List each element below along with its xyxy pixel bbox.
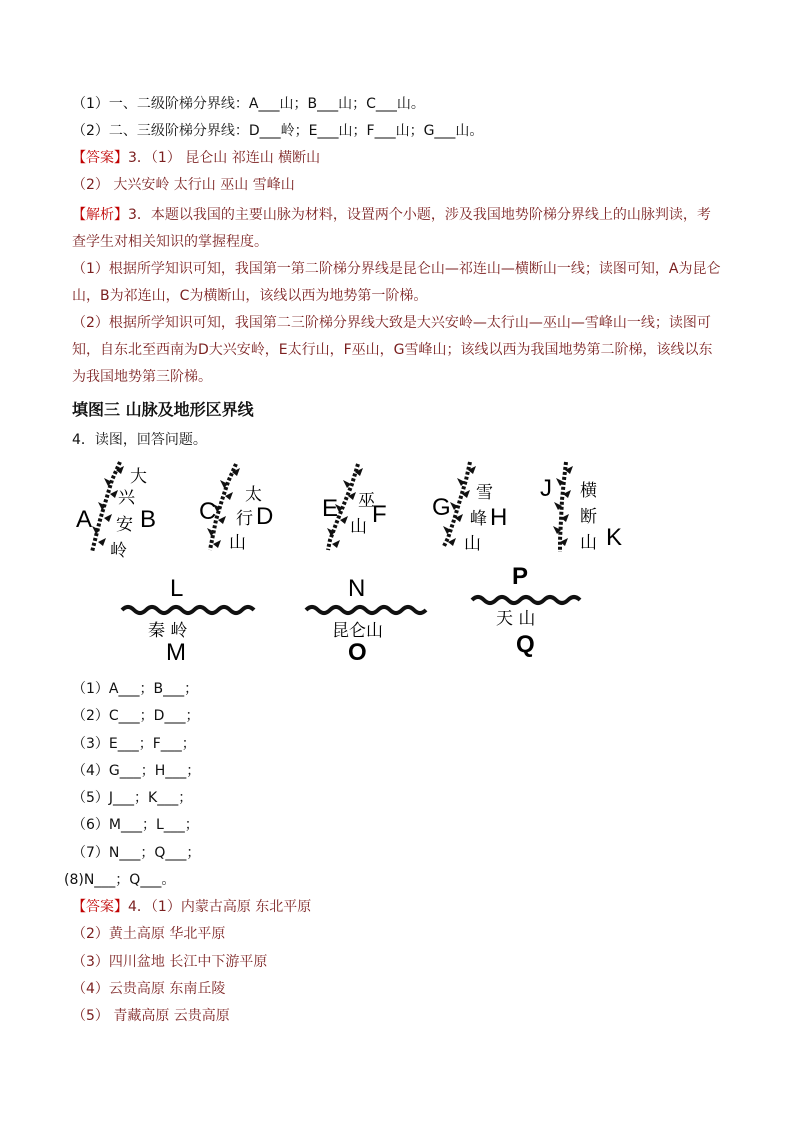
- q4-line-7: （7）N___；Q___；: [72, 845, 201, 861]
- answer-tag: 【答案】: [72, 150, 128, 166]
- answer4-tag: 【答案】: [72, 899, 128, 915]
- m4-char-2: 峰: [470, 509, 487, 529]
- q4-line-2: （2）C___；D___；: [72, 708, 200, 724]
- answer4-line-3: （3）四川盆地 长江中下游平原: [72, 954, 268, 970]
- q4-line-5: （5）J___；K___；: [72, 790, 193, 806]
- answer4-line-2: （2）黄土高原 华北平原: [72, 926, 226, 942]
- label-B: B: [140, 506, 157, 533]
- analysis3-paragraph-3: （2）根据所学知识可知，我国第二三阶梯分界线大致是大兴安岭—太行山—巫山—雪峰山一线；读图可知，自东北至西南为D大兴安岭，E太行山，F巫山，G雪峰山；该线以西为我国地势第二阶梯，该线以东为我国地势第三阶梯。: [72, 315, 713, 385]
- m4-char-3: 山: [464, 534, 481, 554]
- m5-char-1: 横: [580, 481, 597, 501]
- m2-char-1: 太: [245, 485, 262, 505]
- label-F: F: [372, 501, 387, 528]
- label-P: P: [512, 563, 529, 590]
- label-J: J: [540, 475, 552, 502]
- analysis-tag: 【解析】: [72, 207, 128, 223]
- mountain-taihangshan: [199, 464, 273, 553]
- q4-line-8: (8)N___；Q___。: [64, 872, 176, 888]
- m1-char-1: 大: [130, 467, 147, 487]
- label-O: O: [348, 639, 367, 666]
- q4-line-3: （3）E___；F___；: [72, 736, 196, 752]
- label-M: M: [166, 639, 186, 666]
- h2-name: 昆仑山: [332, 621, 383, 641]
- mountain-hengduanshan: [540, 462, 622, 553]
- q4-line-6: （6）M___；L___；: [72, 817, 199, 833]
- mountain-kunlunshan: [306, 575, 426, 666]
- m3-char-2: 山: [350, 517, 367, 537]
- mountain-wushan: [322, 464, 387, 550]
- m5-char-2: 断: [580, 507, 597, 527]
- m5-char-3: 山: [580, 533, 597, 553]
- label-E: E: [322, 495, 339, 522]
- answer4-line-1: [72, 897, 311, 917]
- answer4-line-4: （4）云贵高原 东南丘陵: [72, 981, 226, 997]
- mountain-daxinganling: [76, 462, 156, 561]
- q4-line-1: （1）A___；B___；: [72, 681, 199, 697]
- h3-name: 天 山: [496, 609, 536, 629]
- label-D: D: [256, 503, 274, 530]
- label-L: L: [170, 575, 184, 602]
- q4-intro: 4．读图，回答问题。: [72, 432, 207, 448]
- m1-char-3: 安: [116, 515, 133, 535]
- answer4-line-5: （5） 青藏高原 云贵高原: [72, 1008, 230, 1024]
- q3-line-1: （1）一、二级阶梯分界线：A___山；B___山；C___山。: [72, 96, 425, 112]
- m1-char-2: 兴: [118, 488, 135, 508]
- label-C: C: [199, 498, 217, 525]
- label-K: K: [606, 524, 623, 551]
- answer3-line-2: （2） 大兴安岭 太行山 巫山 雪峰山: [72, 177, 295, 193]
- answer4-text-1: 4．（1）内蒙古高原 东北平原: [128, 899, 312, 915]
- q3-line-2: （2）二、三级阶梯分界线：D___岭；E___山；F___山；G___山。: [72, 123, 484, 139]
- label-H: H: [490, 504, 508, 531]
- mountain-tianshan: [472, 563, 580, 658]
- answer3-text-1: 3．（1） 昆仑山 祁连山 横断山: [128, 150, 321, 166]
- q4-line-4: （4）G___；H___；: [72, 763, 201, 779]
- m1-char-4: 岭: [110, 541, 127, 561]
- mountain-qinling: [122, 575, 254, 666]
- h1-name: 秦 岭: [148, 621, 188, 641]
- analysis3-text-1: 3．本题以我国的主要山脉为材料，设置两个小题，涉及我国地势阶梯分界线上的山脉判读，考查学生对相关知识的掌握程度。: [72, 207, 711, 250]
- label-Q: Q: [516, 631, 535, 658]
- label-A: A: [76, 506, 93, 533]
- label-G: G: [432, 494, 451, 521]
- analysis3-paragraph-2: （1）根据所学知识可知，我国第一第二阶梯分界线是昆仑山—祁连山—横断山一线；读图可知，A为昆仑山，B为祁连山，C为横断山，该线以西为地势第一阶梯。: [72, 261, 721, 304]
- m2-char-3: 山: [229, 533, 246, 553]
- m2-char-2: 行: [236, 509, 253, 529]
- mountain-xuefengshan: [432, 462, 507, 554]
- m4-char-1: 雪: [476, 483, 493, 503]
- label-N: N: [348, 575, 366, 602]
- section-heading: 填图三 山脉及地形区界线: [72, 400, 254, 419]
- m3-char-1: 巫: [358, 491, 375, 511]
